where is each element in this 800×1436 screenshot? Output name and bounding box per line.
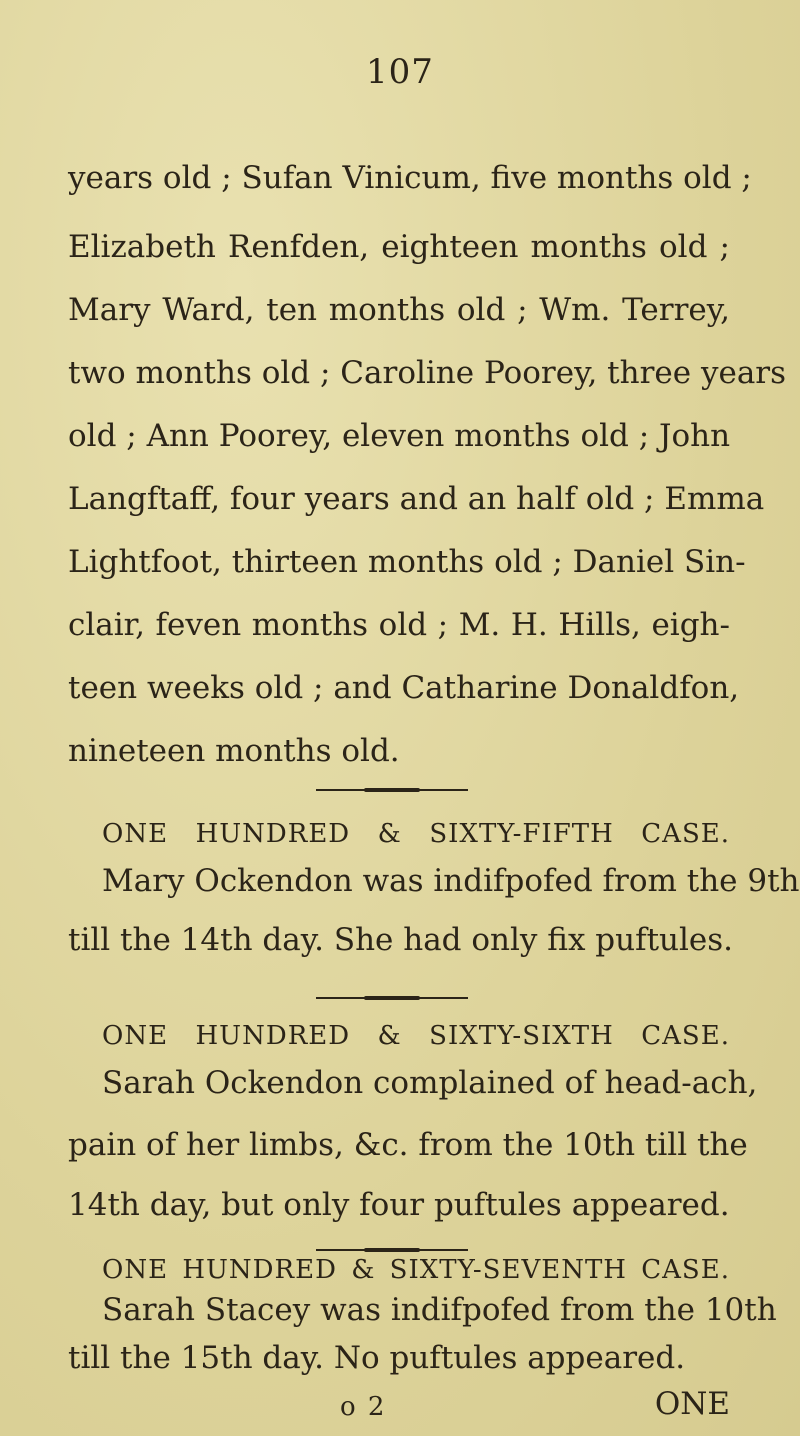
text-line: pain of her limbs, &c. from the 10th till the [68, 1127, 748, 1163]
text-line: 14th day, but only four puftules appeared. [68, 1187, 730, 1223]
text-line: old ; Ann Poorey, eleven months old ; John [68, 418, 731, 454]
text-line: till the 14th day. She had only fix puftules. [68, 922, 734, 958]
section-divider [316, 789, 468, 791]
text-line: Sarah Stacey was indifpofed from the 10th [102, 1292, 777, 1328]
case-heading: ONE HUNDRED & SIXTY-SEVENTH CASE. [102, 1255, 730, 1285]
text-line: Lightfoot, thirteen months old ; Daniel Sin- [68, 544, 746, 580]
signature-mark: o 2 [340, 1392, 387, 1422]
page-footer [68, 1386, 730, 1426]
text-line: teen weeks old ; and Catharine Donaldfon, [68, 670, 740, 706]
section-divider [316, 1249, 468, 1251]
text-line: Langftaff, four years and an half old ; Emma [68, 481, 765, 517]
text-line: Mary Ockendon was indifpofed from the 9th [102, 863, 800, 899]
page-number: 107 [366, 52, 434, 92]
text-line: clair, feven months old ; M. H. Hills, eigh- [68, 607, 730, 643]
case-heading: ONE HUNDRED & SIXTY-SIXTH CASE. [102, 1021, 730, 1051]
text-line: Mary Ward, ten months old ; Wm. Terrey, [68, 292, 730, 328]
text-line: Elizabeth Renfden, eighteen months old ; [68, 229, 730, 265]
text-line: years old ; Sufan Vinicum, five months old ; [68, 160, 752, 196]
section-divider [316, 997, 468, 999]
text-line: two months old ; Caroline Poorey, three years [68, 355, 787, 391]
catchword: ONE [654, 1386, 730, 1422]
text-line: till the 15th day. No puftules appeared. [68, 1340, 686, 1376]
text-line: nineteen months old. [68, 733, 400, 769]
case-heading: ONE HUNDRED & SIXTY-FIFTH CASE. [102, 819, 730, 849]
text-line: Sarah Ockendon complained of head-ach, [102, 1065, 758, 1101]
